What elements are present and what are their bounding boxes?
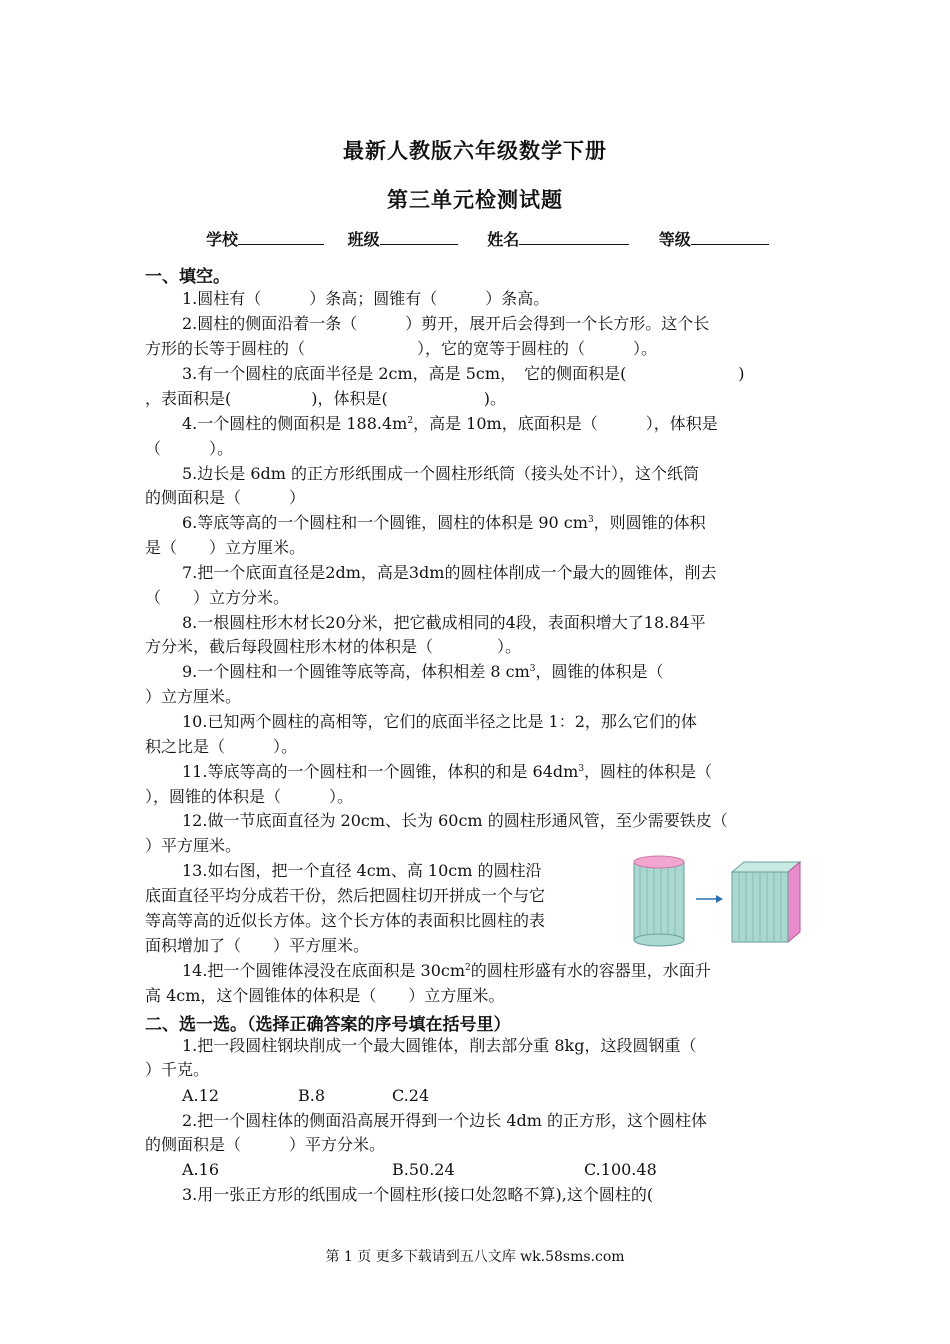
- question-3-line-1: 3.有一个圆柱的底面半径是 2cm，高是 5cm， 它的侧面积是( ): [182, 364, 745, 383]
- question-4-line-2: （ ）。: [145, 439, 234, 458]
- question-13-line-2: 底面直径平均分成若干份，然后把圆柱切开拼成一个与它: [145, 886, 546, 905]
- q6-text-b: ，则圆锥的体积: [593, 513, 706, 532]
- school-label: 学校: [206, 230, 239, 249]
- q6-text-a: 6.等底等高的一个圆柱和一个圆锥，圆柱的体积是 90 cm: [182, 513, 588, 532]
- question-4-line-1: [182, 414, 718, 434]
- student-info-row: [206, 227, 769, 250]
- question-9-line-1: [182, 662, 664, 682]
- question-1: 1.圆柱有（ ）条高；圆锥有（ ）条高。: [182, 289, 550, 308]
- page-subtitle: 第三单元检测试题: [387, 187, 563, 212]
- question-8-line-2: 方分米，截后每段圆柱形木材的体积是（ ）。: [145, 637, 522, 656]
- question-13-line-4: 面积增加了（ ）平方厘米。: [145, 936, 370, 955]
- arrow-icon: [696, 895, 723, 903]
- cylinder-to-cuboid-figure: [628, 852, 808, 952]
- class-blank: [380, 228, 458, 245]
- question-6-line-2: 是（ ）立方厘米。: [145, 538, 306, 557]
- question-2-line-2: 方形的长等于圆柱的（ ），它的宽等于圆柱的（ ）。: [145, 339, 658, 358]
- s2-q1-option-a: A.12: [182, 1086, 219, 1105]
- section-1-heading: 一、填空。: [145, 267, 230, 287]
- q4-text-a: 4.一个圆柱的侧面积是 188.4m: [182, 414, 408, 433]
- q6-superscript: 3: [587, 515, 594, 525]
- page-footer: 第 1 页 更多下载请到五八文库 wk.58sms.com: [325, 1249, 625, 1265]
- question-2-line-1: 2.圆柱的侧面沿着一条（ ）剪开，展开后会得到一个长方形。这个长: [182, 314, 710, 333]
- q14-text-a: 14.把一个圆锥体浸没在底面积是 30cm: [182, 961, 466, 980]
- question-9-line-2: ）立方厘米。: [145, 687, 242, 706]
- s2-question-1-line-1: 1.把一段圆柱钢块削成一个最大圆锥体，削去部分重 8kg，这段圆钢重（: [182, 1036, 697, 1055]
- page-title: 最新人教版六年级数学下册: [343, 138, 607, 163]
- q9-text-b: ，圆锥的体积是（: [535, 662, 664, 681]
- q4-superscript: 2: [407, 416, 414, 426]
- q14-text-b: 的圆柱形盛有水的容器里，水面升: [470, 961, 711, 980]
- section-2-heading: 二、选一选。（选择正确答案的序号填在括号里）: [145, 1015, 511, 1035]
- question-10-line-2: 积之比是（ ）。: [145, 737, 298, 756]
- q11-text-a: 11.等底等高的一个圆柱和一个圆锥，体积的和是 64dm: [182, 762, 579, 781]
- s2-q2-option-a: A.16: [182, 1160, 219, 1179]
- grade-label: 等级: [658, 230, 691, 249]
- question-6-line-1: [182, 513, 706, 533]
- s2-q1-option-b: B.8: [298, 1086, 326, 1105]
- question-12-line-2: ）平方厘米。: [145, 836, 242, 855]
- school-blank: [238, 228, 324, 245]
- grade-blank: [691, 228, 769, 245]
- name-blank: [519, 228, 629, 245]
- question-10-line-1: 10.已知两个圆柱的高相等，它们的底面半径之比是 1：2，那么它们的体: [182, 712, 697, 731]
- question-11-line-2: ），圆锥的体积是（ ）。: [145, 787, 354, 806]
- question-14-line-1: [182, 961, 711, 981]
- question-5-line-2: 的侧面积是（ ）: [145, 488, 306, 507]
- q9-text-a: 9.一个圆柱和一个圆锥等底等高，体积相差 8 cm: [182, 662, 530, 681]
- q14-superscript: 2: [465, 963, 471, 973]
- question-7-line-1: 7.把一个底面直径是2dm，高是3dm的圆柱体削成一个最大的圆锥体，削去: [182, 563, 717, 582]
- question-14-line-2: 高 4cm，这个圆锥体的体积是（ ）立方厘米。: [145, 986, 505, 1005]
- question-13-line-1: 13.如右图，把一个直径 4cm、高 10cm 的圆柱沿: [182, 861, 542, 880]
- question-3-line-2: ，表面积是( )，体积是( )。: [145, 389, 506, 408]
- s2-q1-option-c: C.24: [392, 1086, 430, 1105]
- s2-question-2-line-1: 2.把一个圆柱体的侧面沿高展开得到一个边长 4dm 的正方形，这个圆柱体: [182, 1111, 708, 1130]
- s2-question-1-line-2: ）千克。: [145, 1060, 210, 1079]
- q11-superscript: 3: [578, 764, 585, 774]
- s2-q2-option-c: C.100.48: [584, 1160, 657, 1179]
- question-12-line-1: 12.做一节底面直径为 20cm、长为 60cm 的圆柱形通风管，至少需要铁皮（: [182, 811, 728, 830]
- s2-question-2-line-2: 的侧面积是（ ）平方分米。: [145, 1135, 386, 1154]
- q9-superscript: 3: [529, 664, 536, 674]
- class-label: 班级: [347, 230, 380, 249]
- question-8-line-1: 8.一根圆柱形木材长20分米，把它截成相同的4段，表面积增大了18.84平: [182, 613, 706, 632]
- question-5-line-1: 5.边长是 6dm 的正方形纸围成一个圆柱形纸筒（接头处不计），这个纸筒: [182, 464, 700, 483]
- q4-text-b: ，高是 10m，底面积是（ ），体积是: [413, 414, 718, 433]
- question-11-line-1: [182, 762, 712, 782]
- q11-text-b: ，圆柱的体积是（: [584, 762, 713, 781]
- s2-q2-option-b: B.50.24: [392, 1160, 455, 1179]
- question-13-line-3: 等高等高的近似长方体。这个长方体的表面积比圆柱的表: [145, 911, 546, 930]
- cylinder-illustration: [634, 856, 684, 946]
- s2-question-3-line-1: 3.用一张正方形的纸围成一个圆柱形(接口处忽略不算),这个圆柱的(: [182, 1185, 654, 1204]
- question-7-line-2: （ ）立方分米。: [145, 588, 290, 607]
- name-label: 姓名: [487, 230, 520, 249]
- cuboid-illustration: [732, 862, 800, 942]
